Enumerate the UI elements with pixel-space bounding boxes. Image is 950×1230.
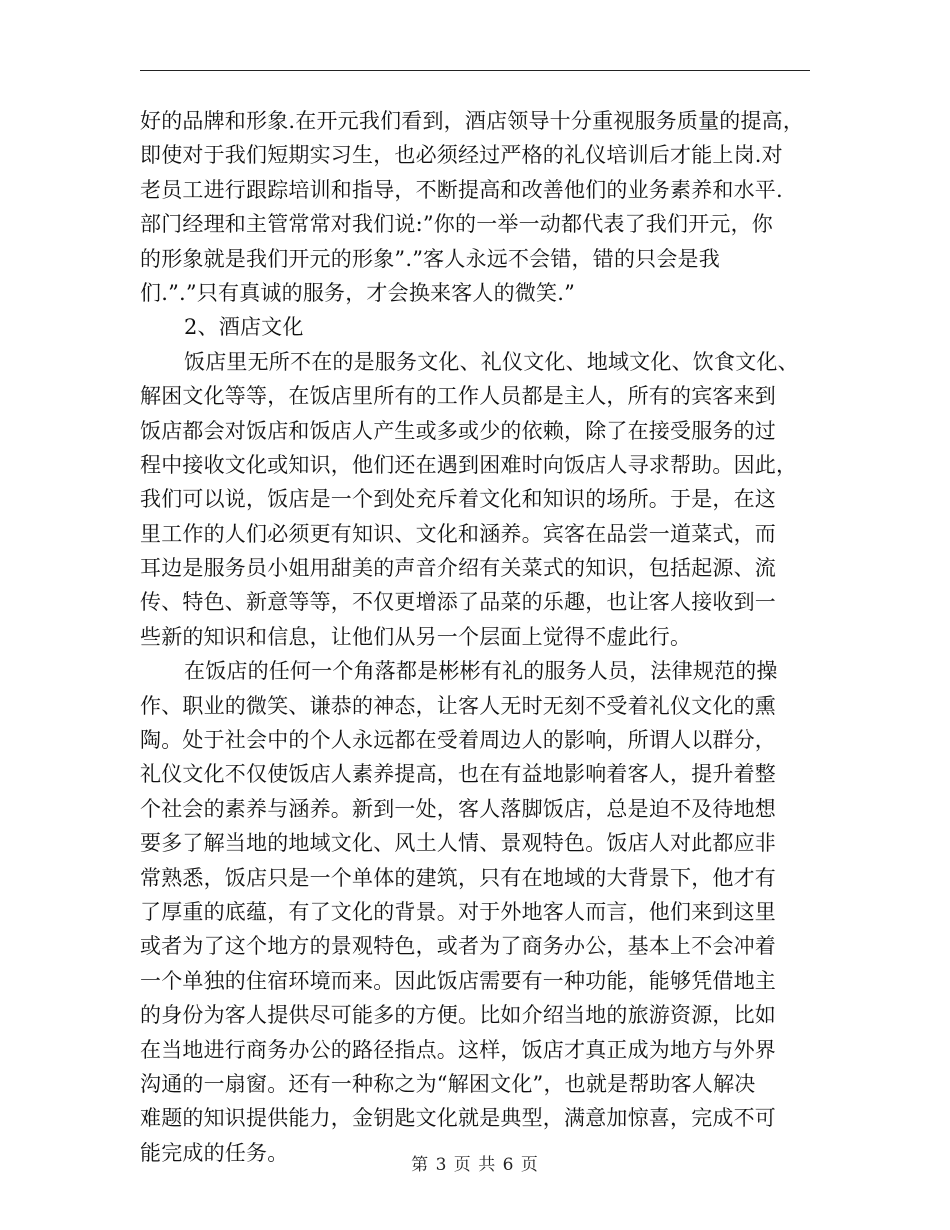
text-line: 部门经理和主管常常对我们说:”你的一举一动都代表了我们开元，你	[140, 212, 774, 237]
text-line: 一个单独的住宿环境而来。因此饭店需要有一种功能，能够凭借地主	[140, 968, 776, 993]
text-line: 要多了解当地的地域文化、风土人情、景观特色。饭店人对此都应非	[140, 831, 776, 856]
text-line: 里工作的人们必须更有知识、文化和涵养。宾客在品尝一道菜式，而	[140, 521, 776, 546]
text-line: 了厚重的底蕴，有了文化的背景。对于外地客人而言，他们来到这里	[140, 899, 776, 924]
text-line: 能完成的任务。	[140, 1140, 289, 1165]
text-line: 难题的知识提供能力，金钥匙文化就是典型，满意加惊喜，完成不可	[140, 1106, 776, 1131]
page-number-footer: 第 3 页 共 6 页	[411, 1155, 539, 1175]
text-line: 或者为了这个地方的景观特色，或者为了商务办公，基本上不会冲着	[140, 934, 776, 959]
text-line: 沟通的一扇窗。还有一种称之为“解困文化”，也就是帮助客人解决	[140, 1071, 756, 1096]
text-line: 我们可以说，饭店是一个到处充斥着文化和知识的场所。于是，在这	[140, 487, 776, 512]
paragraph-start: 在饭店的任何一个角落都是彬彬有礼的服务人员，法律规范的操	[184, 659, 778, 684]
text-line: 的身份为客人提供尽可能多的方便。比如介绍当地的旅游资源，比如	[140, 1003, 776, 1028]
text-line: 陶。处于社会中的个人永远都在受着周边人的影响，所谓人以群分，	[140, 728, 776, 753]
text-line: 好的品牌和形象.在开元我们看到，酒店领导十分重视服务质量的提高，	[140, 109, 805, 133]
paragraph-start: 饭店里无所不在的是服务文化、礼仪文化、地域文化、饮食文化、	[184, 349, 799, 374]
header-rule	[140, 70, 810, 71]
text-line: 耳边是服务员小姐用甜美的声音介绍有关菜式的知识，包括起源、流	[140, 556, 776, 581]
document-body	[140, 104, 812, 1170]
text-line: 作、职业的微笑、谦恭的神态，让客人无时无刻不受着礼仪文化的熏	[140, 693, 776, 718]
section-heading: 2、酒店文化	[184, 315, 304, 340]
text-line: 们.”.”只有真诚的服务，才会换来客人的微笑.”	[140, 280, 576, 305]
text-line: 些新的知识和信息，让他们从另一个层面上觉得不虚此行。	[140, 624, 692, 649]
text-line: 传、特色、新意等等，不仅更增添了品菜的乐趣，也让客人接收到一	[140, 590, 776, 615]
text-line: 常熟悉，饭店只是一个单体的建筑，只有在地域的大背景下，他才有	[140, 865, 776, 890]
text-line: 老员工进行跟踪培训和指导，不断提高和改善他们的业务素养和水平.	[140, 177, 783, 202]
text-line: 礼仪文化不仅使饭店人素养提高，也在有益地影响着客人，提升着整	[140, 762, 776, 787]
text-line: 的形象就是我们开元的形象”.”客人永远不会错，错的只会是我	[140, 246, 720, 271]
text-line: 解困文化等等，在饭店里所有的工作人员都是主人，所有的宾客来到	[140, 384, 776, 409]
text-line: 在当地进行商务办公的路径指点。这样，饭店才真正成为地方与外界	[140, 1037, 776, 1062]
text-line: 饭店都会对饭店和饭店人产生或多或少的依赖，除了在接受服务的过	[140, 418, 776, 443]
text-line: 即使对于我们短期实习生，也必须经过严格的礼仪培训后才能上岗.对	[140, 143, 783, 168]
text-line: 程中接收文化或知识，他们还在遇到困难时向饭店人寻求帮助。因此，	[140, 452, 798, 477]
text-line: 个社会的素养与涵养。新到一处，客人落脚饭店，总是迫不及待地想	[140, 796, 776, 821]
